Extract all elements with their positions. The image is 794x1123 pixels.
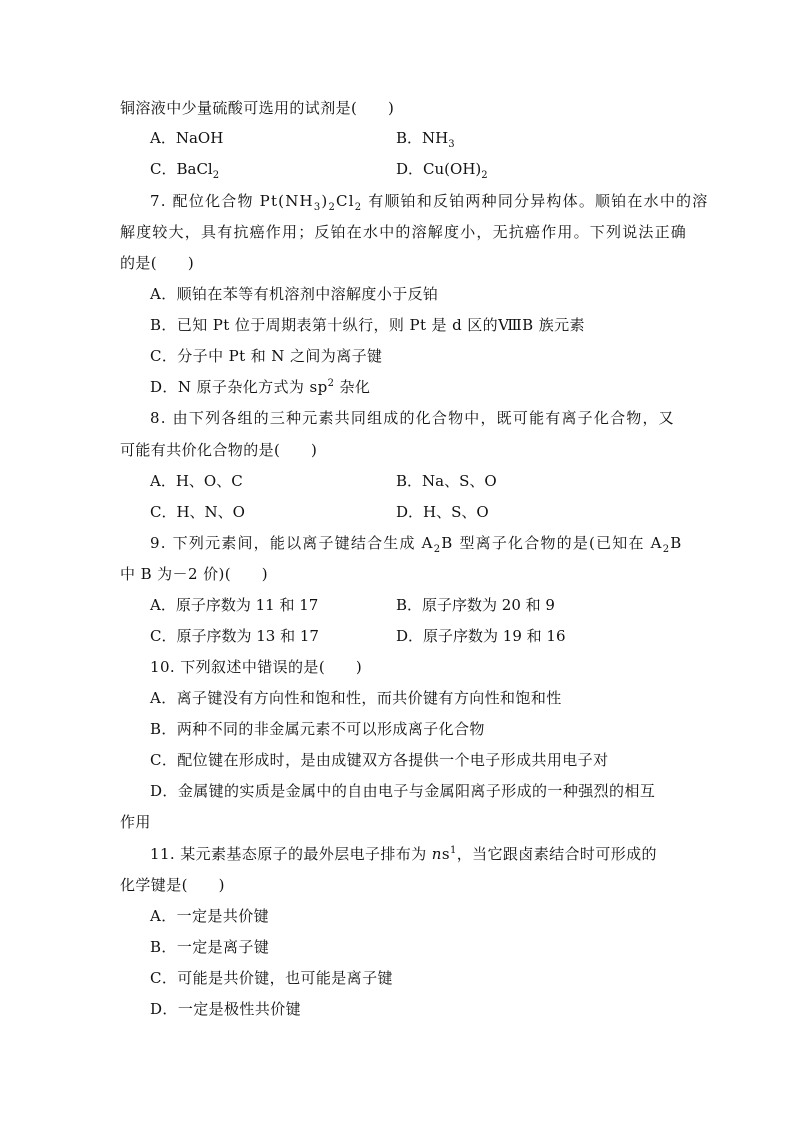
q7-option-d: D．N 原子杂化方式为 $sp^2$ 杂化 — [150, 378, 371, 396]
q6-option-a: A．NaOH — [150, 129, 224, 147]
intro-line: 铜溶液中少量硫酸可选用的试剂是( ) — [120, 99, 395, 117]
q8-stem-line-1: 8. 由下列各组的三种元素共同组成的化合物中，既可能有离子化合物，又 — [150, 409, 675, 427]
q8-stem-line-2: 可能有共价化合物的是( ) — [120, 441, 318, 459]
q9-option-c: C．原子序数为 13 和 17 — [150, 627, 319, 645]
q8-option-b: B．Na、S、O — [396, 472, 497, 490]
q10-option-c: C．配位键在形成时，是由成键双方各提供一个电子形成共用电子对 — [150, 751, 609, 769]
q6-option-b: B．$NH_3$ — [396, 129, 455, 150]
q10-option-d-line-1: D．金属键的实质是金属中的自由电子与金属阳离子形成的一种强烈的相互 — [150, 782, 656, 800]
q9-stem-line-1: 9. 下列元素间，能以离子键结合生成 $A_2B$ 型离子化合物的是(已知在 $A_2B$ — [150, 534, 683, 555]
q11-stem-line-1: 11. 某元素基态原子的最外层电子排布为 $ns^1$，当它跟卤素结合时可形成的 — [150, 845, 657, 863]
q11-option-d: D．一定是极性共价键 — [150, 1000, 302, 1018]
q11-option-a: A．一定是共价键 — [150, 907, 270, 925]
q10-option-d-line-2: 作用 — [120, 813, 151, 831]
q8-option-a: A．H、O、C — [150, 472, 243, 490]
q7-stem-line-1: 7. 配位化合物 $Pt(NH_3)_2Cl_2$ 有顺铂和反铂两种同分异构体。顺铂在水中的溶 — [150, 192, 709, 213]
q6-option-d: D．$Cu(OH)_2$ — [396, 160, 488, 181]
q9-option-d: D．原子序数为 19 和 16 — [396, 627, 566, 645]
q11-option-c: C．可能是共价键，也可能是离子键 — [150, 969, 393, 987]
q7-stem-line-2: 解度较大，具有抗癌作用；反铂在水中的溶解度小，无抗癌作用。下列说法正确 — [120, 223, 688, 241]
q7-option-b: B．已知 Pt 位于周期表第十纵行，则 Pt 是 d 区的ⅧB 族元素 — [150, 316, 585, 334]
q7-option-c: C．分子中 Pt 和 N 之间为离子键 — [150, 347, 383, 365]
q11-stem-line-2: 化学键是( ) — [120, 876, 225, 894]
q9-stem-line-2: 中 B 为－2 价)( ) — [120, 565, 269, 583]
q7-option-a: A．顺铂在苯等有机溶剂中溶解度小于反铂 — [150, 285, 439, 303]
q8-option-c: C．H、N、O — [150, 503, 245, 521]
q8-option-d: D．H、S、O — [396, 503, 489, 521]
q7-stem-line-3: 的是( ) — [120, 254, 195, 272]
q9-option-a: A．原子序数为 11 和 17 — [150, 596, 319, 614]
q10-option-a: A．离子键没有方向性和饱和性，而共价键有方向性和饱和性 — [150, 689, 562, 707]
q11-option-b: B．一定是离子键 — [150, 938, 270, 956]
q10-option-b: B．两种不同的非金属元素不可以形成离子化合物 — [150, 720, 485, 738]
q10-stem: 10. 下列叙述中错误的是( ) — [150, 658, 363, 676]
q6-option-c: C．BaCl$_2$ — [150, 160, 220, 181]
q9-option-b: B．原子序数为 20 和 9 — [396, 596, 555, 614]
